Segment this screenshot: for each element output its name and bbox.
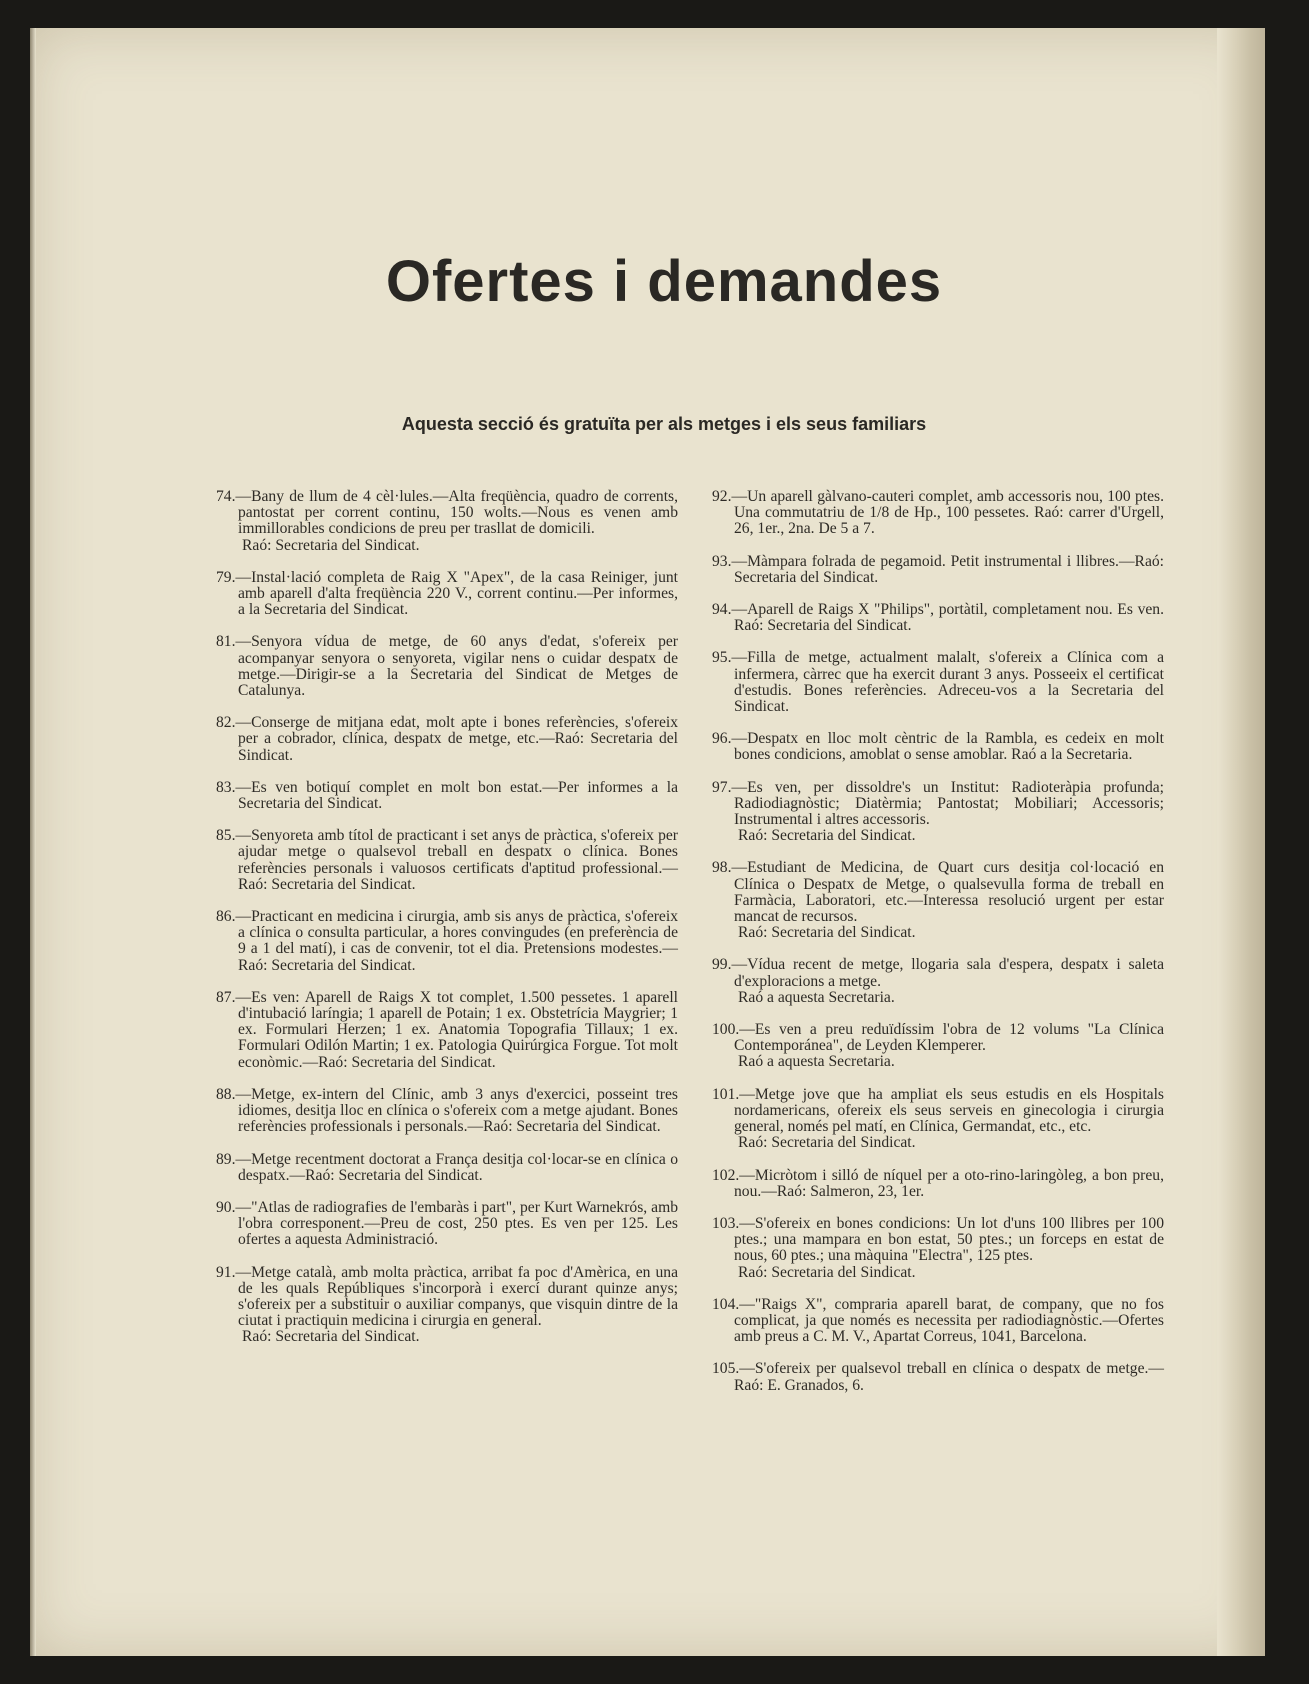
entry-contact: Raó a aquesta Secretaria.: [738, 988, 895, 1006]
entry-text: 97.—Es ven, per dissoldre's un Institut: Radioteràpia profunda; Radiodiagnòstic; Diatèrmia; Pantostat; Mobiliari; Accessoris; Instrumental i altres accessoris.: [712, 778, 1164, 829]
entry-contact: Raó: Secretaria del Sindicat.: [738, 924, 916, 942]
entry-text: 98.—Estudiant de Medicina, de Quart curs desitja col·locació en Clínica o Despatx de Metge, o qualsevulla forma de treball en Farmàcia, Laboratori, etc.—Interessa resolució urgent per estar mancat de recursos.: [712, 859, 1164, 926]
entry-text: 93.—Màmpara folrada de pegamoid. Petit instrumental i llibres.—Raó: Secretaria del Sindicat.: [712, 552, 1164, 586]
entry-text: 99.—Vídua recent de metge, llogaria sala d'espera, despatx i saleta d'exploracions a metge.: [712, 956, 1164, 990]
entry-text: 101.—Metge jove que ha ampliat els seus estudis en els Hospitals nordamericans, ofereix els seus serveis en ginecologia i cirurgia general, només pel matí, en Clínica, Germandat, etc., etc.: [712, 1085, 1164, 1136]
entry-text: 104.—"Raigs X", compraria aparell barat, de company, que no fos complicat, ja que només es necessita per radiodiagnòstic.—Ofertes amb preus a C. M. V., Apartat Correus, 1041, Barcelona.: [712, 1295, 1164, 1346]
entry-text: 83.—Es ven botiquí complet en molt bon estat.—Per informes a la Secretaria del Sindicat.: [216, 778, 678, 813]
entry-contact: Raó: Secretaria del Sindicat.: [738, 1263, 916, 1281]
classified-entry: [712, 780, 1164, 845]
classified-entry: [216, 780, 678, 812]
entry-text: 105.—S'ofereix per qualsevol treball en clínica o despatx de metge.—Raó: E. Granados, 6.: [712, 1360, 1164, 1394]
entry-text: 91.—Metge català, amb molta pràctica, arribat fa poc d'Amèrica, en una de les quals Repúbliques s'incorporà i exercí durant quinze anys; s'ofereix per a substituir o auxiliar companys, que visquin dintre de la ciutat i practiquin medicina i cirurgia en general.: [216, 1263, 678, 1330]
entry-contact: Raó: Secretaria del Sindicat.: [738, 1134, 916, 1152]
page-title: Ofertes i demandes: [385, 249, 943, 314]
classified-entry: [712, 650, 1164, 715]
entry-text: 96.—Despatx en lloc molt cèntric de la Rambla, es cedeix en molt bones condicions, amoblat o sense amoblar. Raó a la Secretaria.: [712, 730, 1164, 764]
classified-entry: [216, 715, 678, 764]
entry-text: 85.—Senyoreta amb títol de practicant i set anys de pràctica, s'ofereix per ajudar metge o qualsevol treball en despatx o clínica. Bones referències personals i valuosos certificats d'aptitud professional.—Raó: Secretaria del Sindicat.: [216, 827, 678, 893]
entry-text: 95.—Filla de metge, actualment malalt, s'ofereix a Clínica com a infermera, càrrec que ha exercit durant 3 anys. Posseeix el certificat d'estudis. Bones referències. Adreceu-vos a la Secretaria del Sindicat.: [712, 649, 1164, 716]
classified-entry: [712, 957, 1164, 1006]
entry-contact: Raó: Secretaria del Sindicat.: [738, 827, 916, 845]
entry-contact: Raó: Secretaria del Sindicat.: [242, 1328, 420, 1346]
classified-entry: [216, 828, 678, 893]
classified-entry: [216, 1152, 678, 1184]
entry-text: 90.—"Atlas de radiografies de l'embaràs i part", per Kurt Warnekrós, amb l'obra corresponent.—Preu de cost, 250 ptes. Es ven per 125. Les ofertes a aquesta Administració.: [216, 1198, 678, 1249]
entry-text: 74.—Bany de llum de 4 cèl·lules.—Alta freqüència, quadro de corrents, pantostat per corrent continu, 150 wolts.—Nous es venen amb immillorables condicions de preu per trasllat de domicili.: [216, 488, 678, 538]
classified-entry: [712, 860, 1164, 941]
entry-contact: Raó: Secretaria del Sindicat.: [242, 536, 420, 554]
entry-text: 94.—Aparell de Raigs X "Philips", portàtil, completament nou. Es ven. Raó: Secretaria del Sindicat.: [712, 601, 1164, 635]
right-column: [712, 489, 1164, 1410]
classified-entry: [712, 489, 1164, 538]
classified-entry: [712, 731, 1164, 763]
classified-entry: [712, 1168, 1164, 1200]
classified-entry: [216, 634, 678, 699]
classified-entry: [216, 570, 678, 619]
classified-entry: [712, 1297, 1164, 1346]
entry-text: 88.—Metge, ex-intern del Clínic, amb 3 anys d'exercici, posseint tres idiomes, desitja lloc en clínica o s'ofereix com a metge ajudant. Bones referències professionals i personals.—Raó: Secretaria del Sindicat.: [216, 1085, 678, 1136]
classified-entry: [712, 1022, 1164, 1071]
classified-entry: [712, 1361, 1164, 1393]
entry-text: 102.—Micròtom i silló de níquel per a oto-rino-laringòleg, a bon preu, nou.—Raó: Salmeron, 23, 1er.: [712, 1166, 1164, 1200]
page-subtitle: Aquesta secció és gratuïta per als metges i els seus familiars: [401, 414, 927, 434]
entry-contact: Raó a aquesta Secretaria.: [738, 1053, 895, 1071]
classified-entry: [712, 602, 1164, 634]
classified-entry: [216, 1265, 678, 1346]
entry-text: 82.—Conserge de mitjana edat, molt apte i bones referències, s'ofereix per a cobrador, clínica, despatx de metge, etc.—Raó: Secretaria del Sindicat.: [216, 714, 678, 764]
classified-entry: [216, 489, 678, 554]
entry-text: 92.—Un aparell gàlvano-cauteri complet, amb accessoris nou, 100 ptes. Una commutatriu de 1/8 de Hp., 100 pessetes. Raó: carrer d'Urgell, 26, 1er., 2na. De 5 a 7.: [712, 488, 1164, 538]
entry-text: 100.—Es ven a preu reduïdíssim l'obra de 12 volums "La Clínica Contemporánea", de Leyden Klemperer.: [712, 1021, 1164, 1055]
entry-text: 103.—S'ofereix en bones condicions: Un lot d'uns 100 llibres per 100 ptes.; una mampara en bon estat, 50 ptes.; un forceps en estat de nous, 60 ptes.; una màquina "Electra", 125 ptes.: [712, 1214, 1164, 1265]
entry-text: 81.—Senyora vídua de metge, de 60 anys d'edat, s'ofereix per acompanyar senyora o senyoreta, vigilar nens o cuidar despatx de metge.—Dirigir-se a la Secretaria del Sindicat de Metges de Catalunya.: [216, 633, 678, 700]
classified-entry: [712, 1087, 1164, 1152]
classified-entry: [712, 1216, 1164, 1281]
entry-text: 87.—Es ven: Aparell de Raigs X tot complet, 1.500 pessetes. 1 aparell d'intubació laríngia; 1 aparell de Potain; 1 ex. Obstetrícia Maygrier; 1 ex. Formulari Herzen; 1 ex. Anatomia Topografia Tillaux; 1 ex. Formulari Odilón Martin; 1 ex. Patologia Quirúrgica Forgue. Tot molt econòmic.—Raó: Secretaria del Sindicat.: [216, 988, 678, 1071]
entry-text: 89.—Metge recentment doctorat a França desitja col·locar-se en clínica o despatx.—Raó: Secretaria del Sindicat.: [216, 1150, 678, 1184]
classified-entry: [216, 1200, 678, 1249]
classified-entry: [216, 1087, 678, 1136]
entry-text: 86.—Practicant en medicina i cirurgia, amb sis anys de pràctica, s'ofereix a clínica o consulta particular, a hores convingudes (en preferència de 9 a 1 del matí), i cas de convenir, tot el dia. Pretensions modestes.—Raó: Secretaria del Sindicat.: [216, 908, 678, 974]
classified-entry: [216, 909, 678, 974]
entry-text: 79.—Instal·lació completa de Raig X "Apex", de la casa Reiniger, junt amb aparell d'alta freqüència 220 V., corrent continu.—Per informes, a la Secretaria del Sindicat.: [216, 568, 678, 619]
classified-entry: [712, 554, 1164, 586]
classified-entry: [216, 990, 678, 1071]
left-column: [216, 489, 678, 1362]
